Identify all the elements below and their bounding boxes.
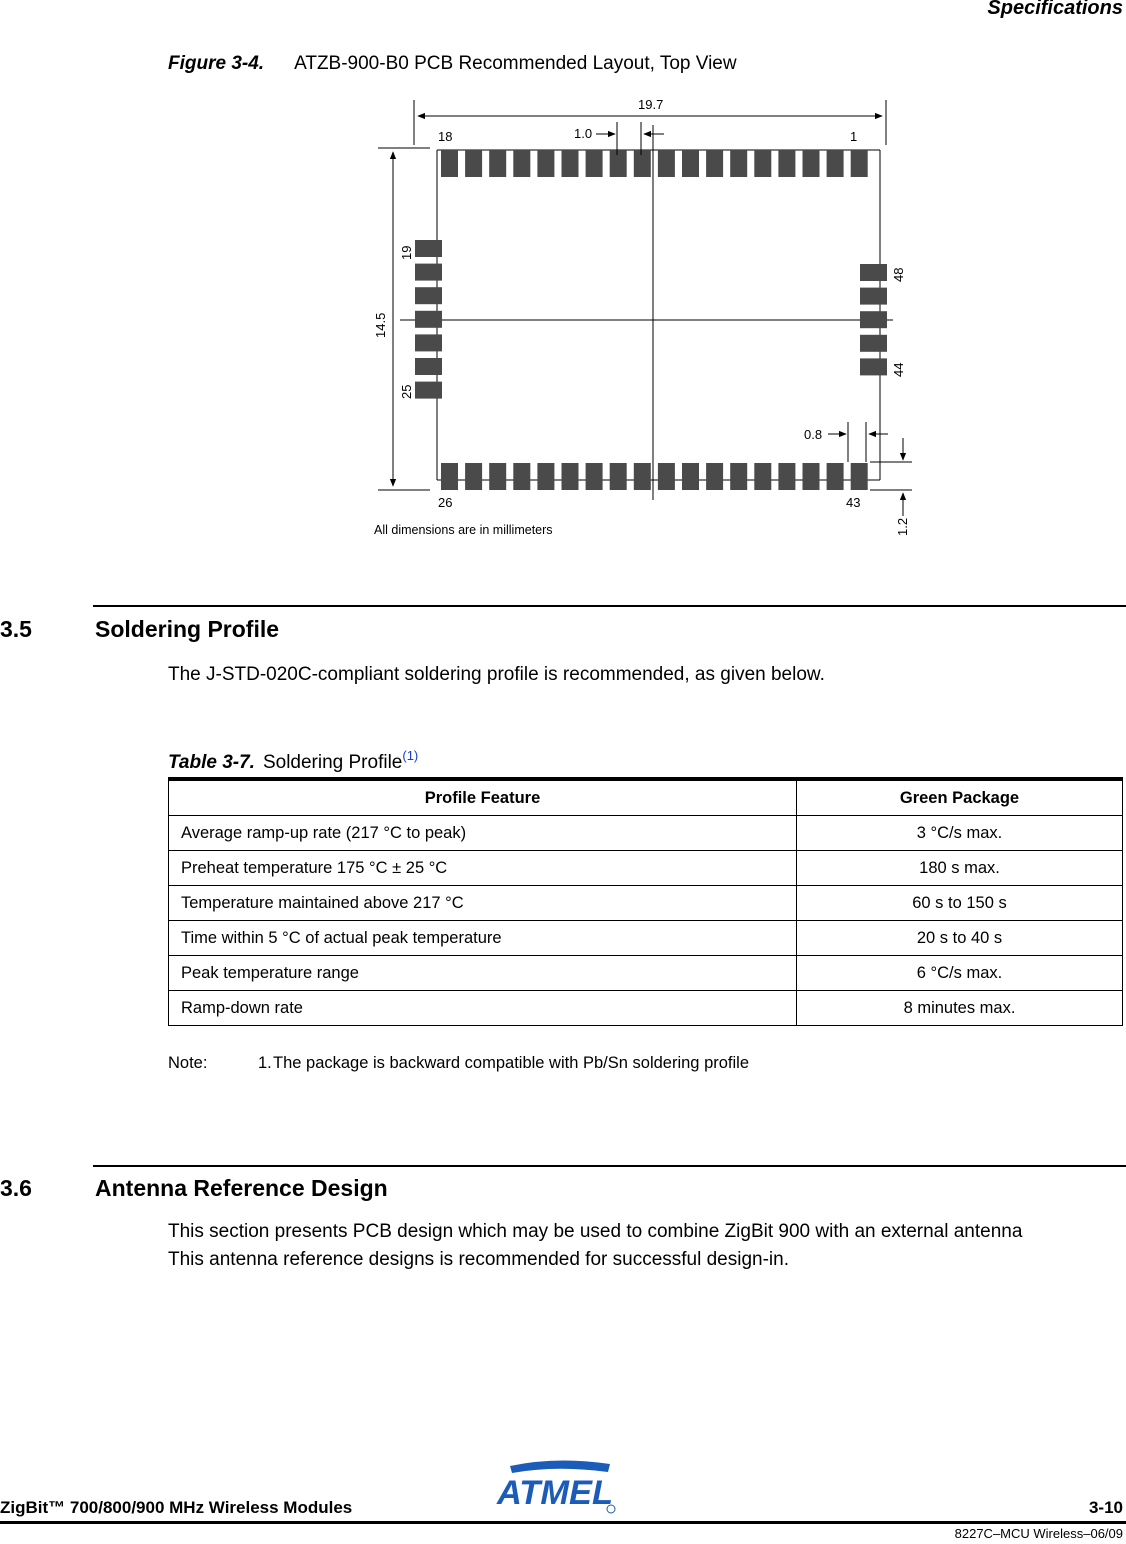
pad-bottom xyxy=(610,463,627,490)
pad-bottom xyxy=(778,463,795,490)
pad-top xyxy=(562,150,579,177)
pad-bottom xyxy=(730,463,747,490)
table-title: Soldering Profile xyxy=(262,752,403,773)
page-number: 3-10 xyxy=(1088,1498,1123,1517)
table-row xyxy=(169,956,1123,991)
pad-bottom xyxy=(441,463,458,490)
feature-cell: Preheat temperature 175 °C ± 25 °C xyxy=(169,851,797,886)
section-3-5-number: 3.5 xyxy=(0,616,32,642)
pad-bottom xyxy=(562,463,579,490)
note-text: The package is backward compatible with Pb/Sn soldering profile xyxy=(273,1054,750,1072)
pad-top xyxy=(778,150,795,177)
feature-cell: Ramp-down rate xyxy=(169,991,797,1026)
pad-bottom xyxy=(513,463,530,490)
pad-bottom xyxy=(682,463,699,490)
pad-left xyxy=(415,240,442,257)
value-cell: 60 s to 150 s xyxy=(797,886,1123,921)
pad-top xyxy=(706,150,723,177)
pad-bottom xyxy=(537,463,554,490)
value-cell: 3 °C/s max. xyxy=(797,816,1123,851)
table-label: Table 3-7. xyxy=(168,752,255,773)
pad-left xyxy=(415,311,442,328)
section-3-6-line-1: This section presents PCB design which may be used to combine ZigBit 900 with an external antenna xyxy=(168,1221,1023,1242)
pin-25-label: 25 xyxy=(399,384,414,399)
document-id: 8227C–MCU Wireless–06/09 xyxy=(954,1526,1123,1541)
pad-top xyxy=(682,150,699,177)
pad-bottom xyxy=(634,463,651,490)
dim-pitch-label: 1.0 xyxy=(574,126,593,141)
section-3-6-title: Antenna Reference Design xyxy=(95,1175,388,1201)
pad-left xyxy=(415,264,442,281)
pin-48-label: 48 xyxy=(891,267,906,282)
logo-wordmark: ATMEL xyxy=(495,1474,613,1512)
note-number: 1. xyxy=(258,1054,272,1072)
pads-bottom xyxy=(441,463,868,490)
dim-height-label: 14.5 xyxy=(373,312,388,338)
feature-cell: Peak temperature range xyxy=(169,956,797,991)
table-footnote-ref[interactable]: (1) xyxy=(402,748,419,763)
pin-19-label: 19 xyxy=(399,245,414,260)
feature-cell: Temperature maintained above 217 °C xyxy=(169,886,797,921)
dim-pad-length-label: 1.2 xyxy=(895,517,910,536)
table-row xyxy=(169,816,1123,851)
section-3-5-title: Soldering Profile xyxy=(95,616,280,642)
table-row xyxy=(169,921,1123,956)
pad-right xyxy=(860,288,887,305)
section-3-5-rule xyxy=(93,605,1126,607)
feature-cell: Average ramp-up rate (217 °C to peak) xyxy=(169,816,797,851)
running-head: Specifications xyxy=(987,0,1123,19)
section-3-5-intro: The J-STD-020C-compliant soldering profile is recommended, as given below. xyxy=(168,664,825,685)
pin-43-label: 43 xyxy=(846,495,861,510)
table-row xyxy=(169,991,1123,1026)
table-note xyxy=(168,1054,749,1073)
table-row xyxy=(169,851,1123,886)
pad-bottom xyxy=(706,463,723,490)
pin-26-label: 26 xyxy=(438,495,453,510)
pads-left xyxy=(415,240,442,399)
pad-right xyxy=(860,335,887,352)
pad-bottom xyxy=(827,463,844,490)
pad-top xyxy=(513,150,530,177)
figure-caption xyxy=(168,53,737,75)
figure-label: Figure 3-4. xyxy=(168,53,265,74)
value-cell: 20 s to 40 s xyxy=(797,921,1123,956)
pad-top xyxy=(658,150,675,177)
dim-width-label: 19.7 xyxy=(638,97,664,112)
pad-top xyxy=(634,150,651,177)
pad-bottom xyxy=(754,463,771,490)
dim-pad-width-label: 0.8 xyxy=(804,427,823,442)
units-note: All dimensions are in millimeters xyxy=(374,523,553,537)
value-cell: 8 minutes max. xyxy=(797,991,1123,1026)
pad-top xyxy=(586,150,603,177)
section-3-6-number: 3.6 xyxy=(0,1175,32,1201)
value-cell: 180 s max. xyxy=(797,851,1123,886)
pad-right xyxy=(860,264,887,281)
pads-top xyxy=(441,150,868,177)
table-header-row xyxy=(169,779,1123,816)
pad-top xyxy=(754,150,771,177)
pcb-layout-diagram xyxy=(368,90,924,550)
atmel-logo xyxy=(494,1458,620,1516)
centerlines xyxy=(400,125,893,500)
pad-top xyxy=(803,150,820,177)
pad-left xyxy=(415,334,442,351)
pad-right xyxy=(860,358,887,375)
pad-top xyxy=(730,150,747,177)
pads-right xyxy=(860,264,887,375)
pad-top xyxy=(489,150,506,177)
pad-bottom xyxy=(465,463,482,490)
pad-top xyxy=(537,150,554,177)
section-3-6-rule xyxy=(93,1165,1126,1167)
pad-bottom xyxy=(851,463,868,490)
pad-top xyxy=(851,150,868,177)
note-label: Note: xyxy=(168,1054,208,1072)
logo-swoosh xyxy=(510,1460,610,1473)
header-green-package: Green Package xyxy=(797,779,1123,816)
pin-44-label: 44 xyxy=(891,362,906,377)
pin-1-label: 1 xyxy=(850,129,858,144)
table-row xyxy=(169,886,1123,921)
footer-rule xyxy=(0,1521,1126,1524)
footer-title: ZigBit™ 700/800/900 MHz Wireless Modules xyxy=(0,1498,353,1517)
pad-top xyxy=(465,150,482,177)
pad-top xyxy=(610,150,627,177)
pad-top xyxy=(441,150,458,177)
pin-18-label: 18 xyxy=(438,129,453,144)
pad-bottom xyxy=(489,463,506,490)
pad-top xyxy=(827,150,844,177)
header-profile-feature: Profile Feature xyxy=(169,779,797,816)
pad-bottom xyxy=(586,463,603,490)
section-3-6-line-2: This antenna reference designs is recommended for successful design-in. xyxy=(168,1249,789,1270)
feature-cell: Time within 5 °C of actual peak temperature xyxy=(169,921,797,956)
pad-left xyxy=(415,287,442,304)
table-caption xyxy=(168,748,418,774)
pad-bottom xyxy=(658,463,675,490)
pad-bottom xyxy=(803,463,820,490)
pad-right xyxy=(860,311,887,328)
soldering-profile-table xyxy=(168,777,1123,1026)
pad-left xyxy=(415,358,442,375)
value-cell: 6 °C/s max. xyxy=(797,956,1123,991)
figure-title: ATZB-900-B0 PCB Recommended Layout, Top View xyxy=(294,53,737,74)
pad-left xyxy=(415,382,442,399)
